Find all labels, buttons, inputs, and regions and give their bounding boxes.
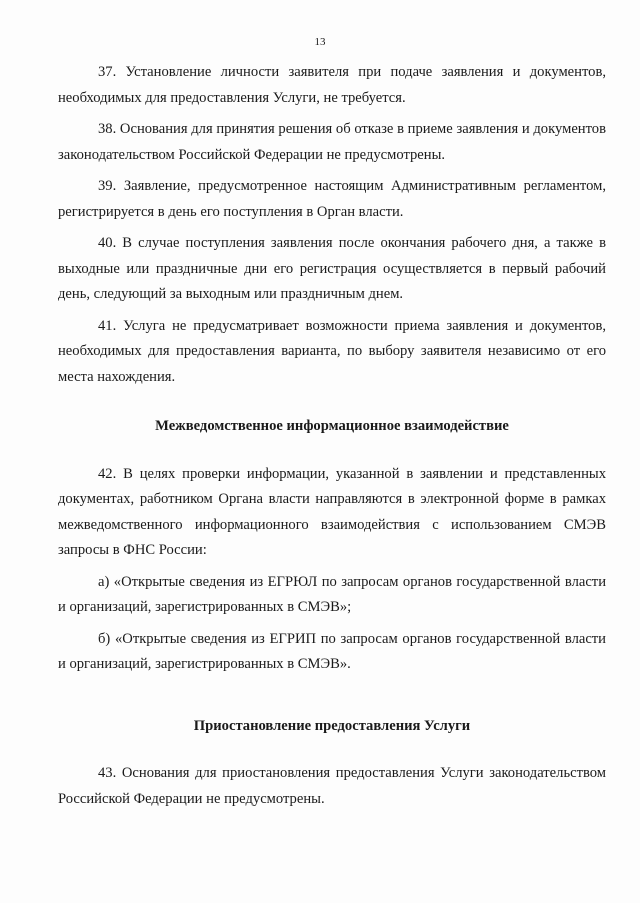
list-item-b: б) «Открытые сведения из ЕГРИП по запросам органов государственной власти и организаций, зарегистрированных в СМЭВ». [58, 630, 606, 672]
section-heading-suspension: Приостановление предоставления Услуги [193, 717, 471, 734]
list-item-a: а) «Открытые сведения из ЕГРЮЛ по запросам органов государственной власти и организаций, зарегистрированных в СМЭВ»; [58, 573, 606, 615]
page-number: 13 [314, 36, 326, 48]
paragraph-40: 40. В случае поступления заявления после окончания рабочего дня, а также в выходные или праздничные дни его регистрация осуществляется в первый рабочий день, следующий за выходным или праздничным днем. [58, 235, 606, 302]
paragraph-42: 42. В целях проверки информации, указанной в заявлении и представленных документах, работником Органа власти направляются в электронной форме в рамках межведомственного информационного взаимодействия с использованием СМЭВ запросы в ФНС России: [58, 465, 606, 558]
section-heading-interagency: Межведомственное информационное взаимодействие [155, 418, 509, 434]
paragraph-43: 43. Основания для приостановления предоставления Услуги законодательством Российской Федерации не предусмотрены. [58, 765, 606, 807]
paragraph-37: 37. Установление личности заявителя при подаче заявления и документов, необходимых для предоставления Услуги, не требуется. [58, 64, 606, 106]
paragraph-39: 39. Заявление, предусмотренное настоящим Административным регламентом, регистрируется в день его поступления в Орган власти. [58, 178, 606, 220]
document-body [58, 60, 606, 818]
paragraph-38: 38. Основания для принятия решения об отказе в приеме заявления и документов законодательством Российской Федерации не предусмотрены. [58, 121, 606, 163]
paragraph-41: 41. Услуга не предусматривает возможности приема заявления и документов, необходимых для предоставления варианта, по выбору заявителя независимо от его места нахождения. [58, 317, 606, 385]
